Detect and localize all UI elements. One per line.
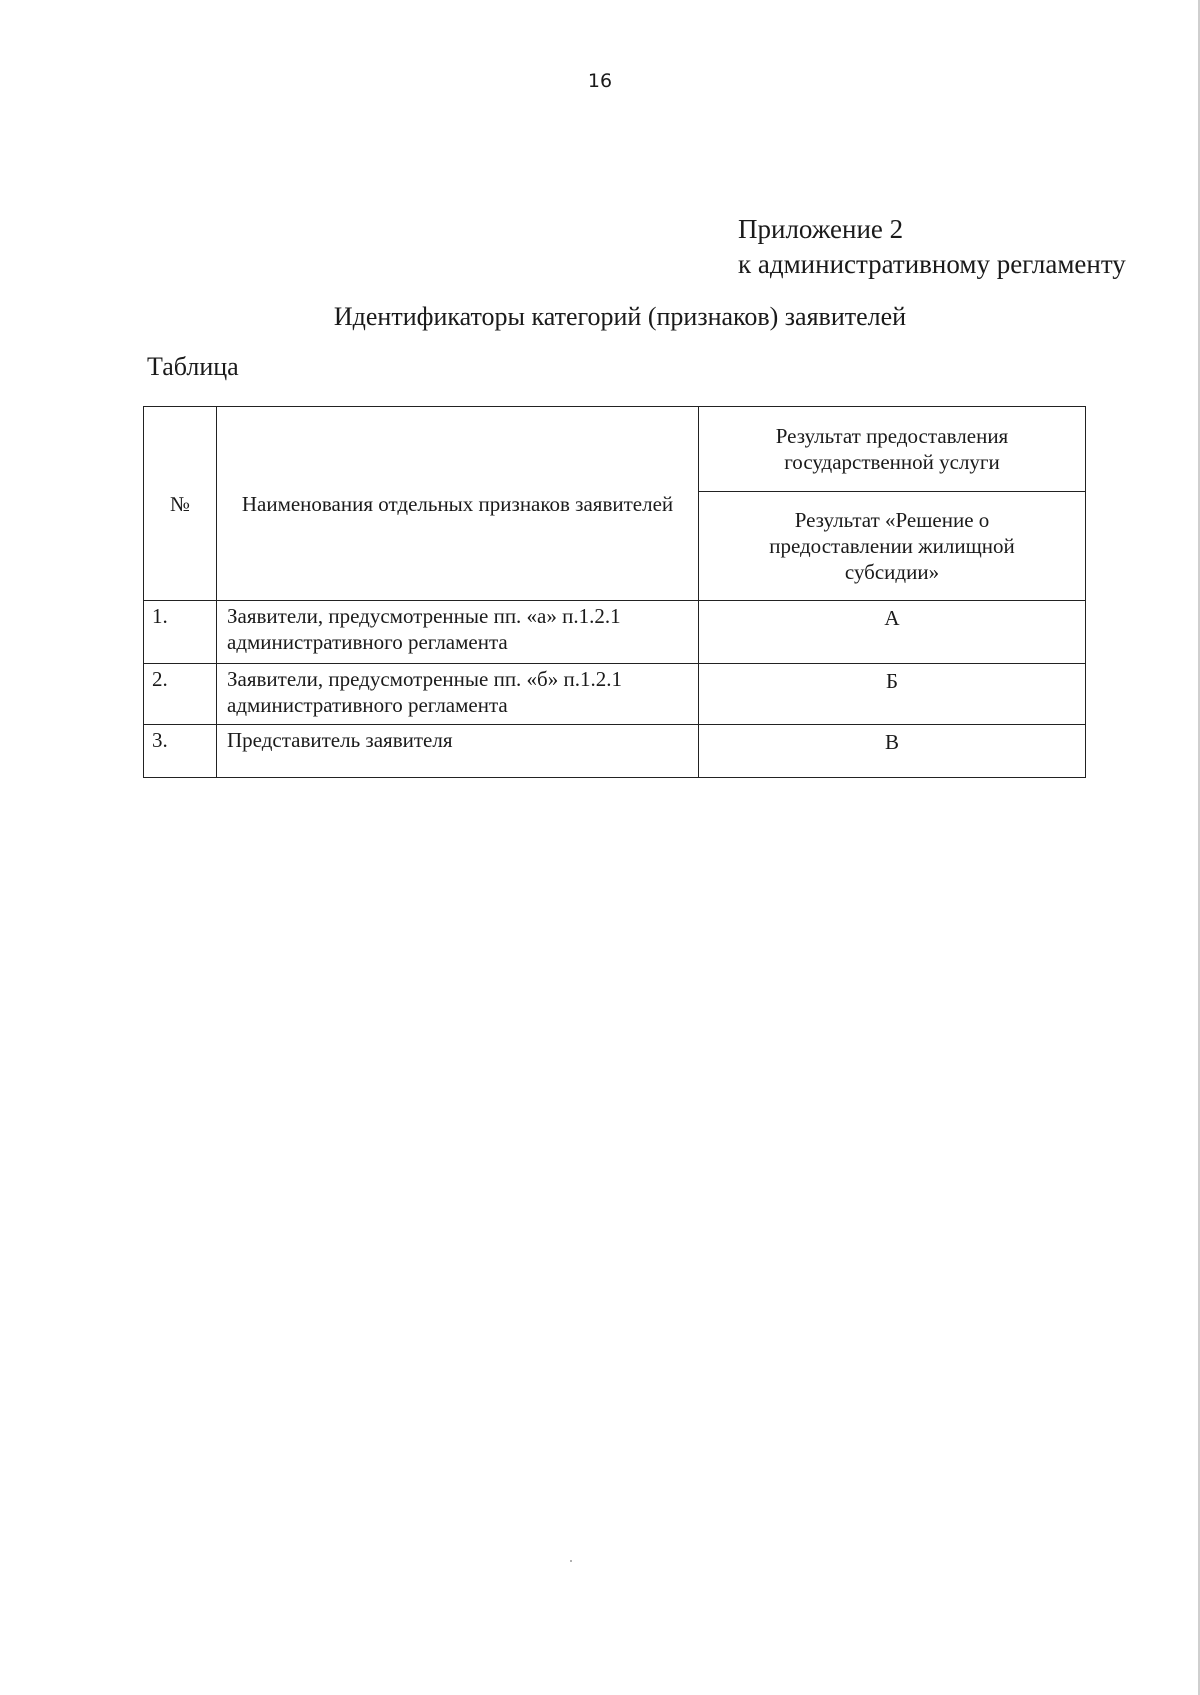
row-code: Б <box>699 664 1086 725</box>
row-code: А <box>699 601 1086 664</box>
page-number: 16 <box>587 70 613 92</box>
table-row <box>144 601 1086 664</box>
header-name: Наименования отдельных признаков заявителей <box>217 407 699 601</box>
document-title: Идентификаторы категорий (признаков) заявителей <box>333 302 907 331</box>
appendix-line-1: Приложение 2 <box>738 214 904 244</box>
scan-speck <box>570 1560 572 1562</box>
row-number: 3. <box>144 725 217 778</box>
header-number: № <box>144 407 217 601</box>
table-caption: Таблица <box>147 352 239 381</box>
header-result-group: Результат предоставления государственной услуги <box>699 407 1086 492</box>
row-name: Представитель заявителя <box>217 725 699 778</box>
table-row <box>144 664 1086 725</box>
row-number: 1. <box>144 601 217 664</box>
table-row <box>144 725 1086 778</box>
appendix-block <box>738 212 1126 282</box>
header-result: Результат «Решение о предоставлении жилищной субсидии» <box>699 492 1086 601</box>
row-number: 2. <box>144 664 217 725</box>
table-header-row <box>144 407 1086 492</box>
appendix-line-2: к административному регламенту <box>738 249 1126 279</box>
row-name: Заявители, предусмотренные пп. «б» п.1.2.1 административного регламента <box>217 664 699 725</box>
row-name: Заявители, предусмотренные пп. «а» п.1.2.1 административного регламента <box>217 601 699 664</box>
applicant-categories-table <box>143 406 1086 778</box>
row-code: В <box>699 725 1086 778</box>
